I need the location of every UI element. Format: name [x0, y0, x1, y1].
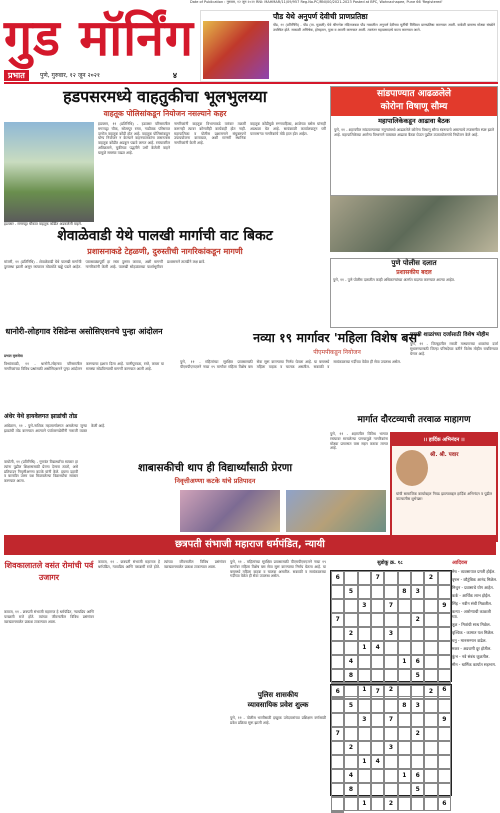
- sudoku-cell: [438, 585, 451, 599]
- horoscope-sidebar: [452, 560, 498, 794]
- students-photo: [180, 490, 280, 532]
- sudoku-cell: [438, 699, 451, 713]
- sudoku-cell: 2: [384, 683, 397, 697]
- sudoku-cell: 5: [344, 585, 357, 599]
- sudoku-cell: [398, 797, 411, 811]
- sudoku-cell: 1: [398, 769, 411, 783]
- sudoku-cell: [411, 797, 424, 811]
- sudoku-cell: [438, 783, 451, 797]
- goddess-photo: [203, 21, 269, 79]
- sudoku-cell: 6: [438, 797, 451, 811]
- horoscope-item: धनु - मानसन्मान वाढेल.: [452, 638, 487, 643]
- sudoku-cell: [344, 755, 357, 769]
- masthead: [4, 8, 194, 78]
- sudoku-cell: [331, 769, 344, 783]
- sudoku-cell: [358, 571, 371, 585]
- sudoku-cell: [438, 685, 451, 699]
- sudoku-cell: [438, 669, 451, 683]
- horoscope-item: सिंह - नवीन संधी मिळतील.: [452, 601, 493, 606]
- sudoku-cell: [371, 655, 384, 669]
- horoscope-item: तूळ - मित्रांची साथ मिळेल.: [452, 622, 491, 627]
- sudoku-cell: [398, 669, 411, 683]
- lead-col3: वाहतूक कोंडीमुळे रुग्णवाहिका, शाळेच्या बसेस यांनाही अडथळा येत आहे. सायंकाळी कार्यालयातून घरी परतणाऱ्या नागरिकांचे मोठे हाल होत आहेत.: [250, 122, 326, 136]
- sudoku-grid: [330, 570, 452, 693]
- sudoku-cell: [398, 613, 411, 627]
- sudoku-cell: [411, 571, 424, 585]
- top-story-body: पौड, ११ (प्रतिनिधि) - पौड (ता. मुळशी) येथे श्रीगणेश मंदिराजवळ पौड गावातील अनुपर्ण देवीच्या मूर्तीची विधिवत प्राणप्रतिष्ठा करण्यात आली. यावेळी ग्रामस्थ मोठ्या संख्येने उपस्थित होते. सकाळी अभिषेक, होमहवन, पूजा व आरती करण्यात आली. त्यानंतर महाप्रसादाचे वाटप करण्यात आले.: [273, 23, 495, 32]
- sudoku-cell: [411, 685, 424, 699]
- sudoku-cell: [384, 699, 397, 713]
- sudoku-cell: [438, 627, 451, 641]
- sudoku-cell: [371, 713, 384, 727]
- lead-photo: [4, 122, 94, 222]
- sudoku-cell: [384, 613, 397, 627]
- dhanori-body: विश्रांतवाडी, ११ - धानोरी-लोहगाव परिसरातील नागरिकांच्या विविध प्रश्नांसाठी असोसिएशनने पुन्हा आंदोलन करण्याचा इशारा दिला आहे. पाणीपुरवठा, रस्ते, कचरा या समस्या सोडविण्याची मागणी करण्यात आली आहे.: [4, 362, 164, 371]
- congrats-advert: [390, 432, 498, 542]
- palkhi-body: मांजरी, ११ (प्रतिनिधि) - शेवाळेवाडी येथे पालखी मार्गाची दुरवस्था झाली असून रस्त्यावर मोठमोठे खड्डे पडले आहेत. पावसाळ्यापूर्वी हा रस्ता दुरुस्त करावा, अशी मागणी नागरिकांनी केली आहे. पालखी सोहळ्याच्या पार्श्वभूमीवर प्रशासनाने तातडीने लक्ष द्यावे.: [4, 260, 206, 269]
- horoscope-item: वृषभ - कौटुंबिक आनंद मिळेल.: [452, 577, 498, 582]
- sudoku-cell: 3: [358, 599, 371, 613]
- police-recruit-headline: [230, 690, 326, 714]
- sudoku-cell: 2: [411, 613, 424, 627]
- bus-body: पुणे, ११ - महिलांच्या सुरक्षित प्रवासासाठी पीएमपीएमएलने नव्या १९ मार्गांवर महिला विशेष बस सेवा सुरू करण्याचा निर्णय घेतला आहे. या बसमध्ये महिला वाहक व चालक असतील. सकाळी व सायंकाळच्या गर्दीच्या वेळेत ही सेवा उपलब्ध असेल.: [180, 360, 402, 369]
- sudoku-cell: [331, 741, 344, 755]
- sudoku-cell: [358, 655, 371, 669]
- bus-subhead: पीएमपीकडून नियोजन: [313, 349, 361, 356]
- police-box-headline: पुणे पोलीस दलात: [391, 259, 437, 267]
- scholarship-subhead: निवृत्तीअण्णा कटके यांचे प्रतिपादन: [174, 477, 256, 485]
- sudoku-cell: [358, 727, 371, 741]
- sudoku-cell: 8: [398, 585, 411, 599]
- sudoku-cell: 6: [411, 769, 424, 783]
- sudoku-cell: [438, 655, 451, 669]
- sudoku-cell: [424, 755, 437, 769]
- sudoku-cell: [344, 599, 357, 613]
- sudoku-cell: 1: [358, 755, 371, 769]
- sudoku-cell: [424, 727, 437, 741]
- sudoku-cell: [384, 769, 397, 783]
- sudoku-cell: [438, 741, 451, 755]
- sudoku-cell: [398, 641, 411, 655]
- sudoku-cell: [424, 741, 437, 755]
- sudoku-cell: [358, 627, 371, 641]
- sudoku-cell: [398, 627, 411, 641]
- sudoku-cell: [371, 769, 384, 783]
- sudoku-cell: [424, 585, 437, 599]
- schools-body: पुणे, ११ - जिल्ह्यातील मराठी माध्यमाच्या शाळांचा दर्जा सुधारण्यासाठी जिल्हा परिषदेच्या वतीने विशेष मोहीम राबविण्यात येणार आहे.: [410, 342, 498, 356]
- sudoku-cell: [331, 755, 344, 769]
- shivkal-headline: शिवकालातले वसंत रोमांची पर्व उजागर: [4, 561, 94, 582]
- sudoku-cell: [384, 641, 397, 655]
- lead-photo-caption: हडपसर - मगरपट्टा चौकात वाहतूक कोंडीत अडकलेली वाहने.: [4, 222, 82, 226]
- police-box: [330, 258, 498, 328]
- sudoku-cell: 4: [344, 655, 357, 669]
- sudoku-cell: [411, 741, 424, 755]
- marathwada-body: पुणे, ११ - शहरातील विविध भागात रस्त्यावर साचलेल्या पाण्यामुळे नागरिकांना मोठ्या प्रमाणात त्रास सहन करावा लागत आहे.: [330, 432, 388, 451]
- sudoku-cell: 7: [384, 599, 397, 613]
- sudoku-cell: 9: [438, 713, 451, 727]
- sudoku-cell: [371, 727, 384, 741]
- sudoku-cell: [331, 713, 344, 727]
- sudoku-cell: [371, 783, 384, 797]
- shivkal-body-col2: कात्रज, ११ - छत्रपती संभाजी महाराज हे धर्मपंडित, न्यायप्रिय आणि पराक्रमी राजे होते. त्यांच्या जीवनातील विविध प्रसंगांवर व्याख्यानमालेत प्रकाश टाकण्यात आला.: [98, 560, 226, 569]
- sudoku-cell: [331, 783, 344, 797]
- police-recruit-body: पुणे, ११ - पोलीस भरतीसाठी इच्छुक उमेदवारांच्या प्रशिक्षण वर्गासाठी प्रवेश प्रक्रिया सुरू झाली आहे.: [230, 716, 326, 725]
- sudoku-cell: [384, 669, 397, 683]
- corona-box-sub: महापालिकेकडून आढावा बैठक: [378, 117, 450, 125]
- sudoku-cell: [438, 571, 451, 585]
- sudoku-cell: [384, 655, 397, 669]
- sudoku-cell: 5: [344, 699, 357, 713]
- sudoku-cell: [331, 655, 344, 669]
- advert-body: यांची सामाजिक कार्याबद्दल निवड झाल्याबद्दल हार्दिक अभिनंदन व पुढील वाटचालीस शुभेच्छा!: [396, 492, 492, 501]
- horoscope-item: कुंभ - नवे संबंध जुळतील.: [452, 654, 490, 659]
- sudoku-cell: [424, 769, 437, 783]
- advert-title: ।। हार्दिक अभिनंदन ।।: [392, 434, 496, 446]
- sudoku-cell: 2: [411, 727, 424, 741]
- corona-head-line1: सांडपाण्यात आढळलेले: [376, 89, 452, 99]
- sudoku-cell: [344, 727, 357, 741]
- scholarship-body: वाघोली, ११ (प्रतिनिधि) - गुणवंत विद्यार्थ्यांचा सत्कार हा त्यांना पुढील शिक्षणासाठी प्रेरणा देणारा ठरतो, असे प्रतिपादन निवृत्तीअण्णा कटके यांनी केले. इयत्ता दहावी व बारावीत उत्तम यश मिळवलेल्या विद्यार्थ्यांचा सत्कार करण्यात आला.: [4, 460, 78, 484]
- marathwada-headline: मार्गात दौरटव्याची तरवाळ माहागण: [357, 415, 471, 425]
- sudoku-cell: [424, 797, 437, 811]
- sudoku-cell: [331, 797, 344, 811]
- sudoku-cell: 5: [411, 669, 424, 683]
- masthead-divider: [4, 82, 498, 84]
- sudoku-cell: [358, 741, 371, 755]
- sudoku-cell: [358, 585, 371, 599]
- sudoku-cell: 8: [398, 699, 411, 713]
- horoscope-item: मीन - धार्मिक कार्यात सहभाग.: [452, 662, 497, 667]
- sudoku-cell: 4: [344, 769, 357, 783]
- police-box-body: पुणे, ११ - पुणे पोलीस दलातील काही अधिकाऱ्यांच्या अंतर्गत बदल्या करण्यात आल्या आहेत.: [333, 278, 455, 282]
- corona-box-head: [331, 87, 497, 116]
- sudoku-cell: 6: [331, 685, 344, 699]
- horoscope-item: कन्या - आरोग्याची काळजी घ्या.: [452, 609, 491, 619]
- sudoku-cell: [398, 727, 411, 741]
- sudoku-cell: 7: [331, 613, 344, 627]
- sudoku-cell: 7: [371, 685, 384, 699]
- sudoku-cell: [398, 599, 411, 613]
- horoscope-item: मेष - व्यवसायात प्रगती होईल.: [452, 569, 496, 574]
- bus-body-cont: पुणे, ११ - महिलांच्या सुरक्षित प्रवासासाठी पीएमपीएमएलने नव्या १९ मार्गांवर महिला विशेष बस सेवा सुरू करण्याचा निर्णय घेतला आहे. या बसमध्ये महिला वाहक व चालक असतील. सकाळी व सायंकाळच्या गर्दीच्या वेळेत ही सेवा उपलब्ध असेल.: [230, 560, 326, 579]
- palkhi-subhead: प्रशासनाकडे टेहळणी, दुरुस्तीची नागरिकांकडून मागणी: [87, 247, 243, 256]
- sudoku-cell: [398, 755, 411, 769]
- sudoku-cell: [344, 685, 357, 699]
- sudoku-cell: [424, 627, 437, 641]
- sudoku-cell: [424, 699, 437, 713]
- sudoku-cell: 2: [384, 797, 397, 811]
- sudoku-cell: [398, 571, 411, 585]
- advert-name: श्री. श्री. पवार: [430, 452, 459, 458]
- sudoku-cell: [398, 783, 411, 797]
- sudoku-cell: 3: [384, 627, 397, 641]
- crowd-photo: [330, 196, 498, 252]
- publication-meta: Date of Publication : गुरुवार, १२ जून २०२१ RNI: MAHMAR/11/09/957 Reg.No.PC/RNI/00/2021-2023 Posted at BPC, Wohnachapee, Pune 66 'Registered': [190, 0, 443, 4]
- sudoku-cell: [371, 585, 384, 599]
- sudoku-cell: 4: [371, 641, 384, 655]
- corona-box: [330, 86, 498, 196]
- sudoku-cell: [424, 641, 437, 655]
- sudoku-cell: [331, 599, 344, 613]
- sudoku-cell: [331, 641, 344, 655]
- sudoku: [330, 560, 450, 693]
- sudoku-cell: 1: [398, 655, 411, 669]
- police-box-sub: प्रशासकीय बदल: [396, 269, 432, 276]
- sambhaji-headline: छत्रपती संभाजी महाराज धर्मपंडित, न्यायी: [4, 535, 496, 555]
- horoscope-item: मिथुन - प्रवासाचे योग आहेत.: [452, 585, 494, 590]
- police-recruit-line1: पुलिस शासकीय: [257, 691, 299, 699]
- horoscope-item: मकर - अडचणी दूर होतील.: [452, 646, 492, 651]
- sudoku-cell: [438, 727, 451, 741]
- sudoku-cell: 1: [358, 683, 371, 697]
- sudoku-cell: [424, 655, 437, 669]
- sudoku-cell: [438, 641, 451, 655]
- shivkal-body-col1: कात्रज, ११ - छत्रपती संभाजी महाराज हे धर्मपंडित, न्यायप्रिय आणि पराक्रमी राजे होते. त्यांच्या जीवनातील विविध प्रसंगांवर व्याख्यानमालेत प्रकाश टाकण्यात आला.: [4, 610, 94, 624]
- sudoku-cell: [411, 713, 424, 727]
- lead-col1: हडपसर, ११ (प्रतिनिधि) - हडपसर परिसरातील मगरपट्टा चौक, सोलापूर रस्ता, गाडीतळ परिसरात दररोज वाहतूक कोंडी होत आहे. वाहतूक पोलिसांकडून योग्य नियोजन न केल्याने वाहनचालकांना तासनतास वाहतूक कोंडीत अडकून पडावे लागत आहे. रस्त्यावरील अतिक्रमणे, चुकीच्या पद्धतीने उभी केलेली वाहने यामुळे समस्या वाढत आहे.: [98, 122, 170, 155]
- tree-headline: अंधेर येथे हायवेलगत झाडांची तोड: [4, 413, 78, 420]
- sudoku-cell: 2: [424, 571, 437, 585]
- dateline: पुणे, गुरुवार, १२ जून २०२१: [40, 72, 101, 79]
- sudoku-cell: [358, 613, 371, 627]
- sudoku-cell: [371, 741, 384, 755]
- sudoku-cell: [358, 783, 371, 797]
- sudoku-cell: [398, 685, 411, 699]
- people-photo: [286, 490, 386, 532]
- sudoku-cell: [371, 627, 384, 641]
- sudoku-cell: [371, 599, 384, 613]
- sudoku-cell: 8: [344, 783, 357, 797]
- tree-body: आंबेठाण, ११ - पुणे-नाशिक महामार्गालगत असलेल्या जुन्या झाडांची तोड करण्यात आल्याने पर्यावरणप्रेमींनी नाराजी व्यक्त केली आहे.: [4, 424, 106, 433]
- sudoku-solution-grid: [330, 684, 452, 807]
- sudoku-cell: 3: [384, 741, 397, 755]
- sudoku-cell: [384, 755, 397, 769]
- sudoku-cell: [331, 669, 344, 683]
- horoscope-list: [452, 569, 498, 667]
- sudoku-cell: [438, 769, 451, 783]
- lead-subhead: वाहतूक पोलिसांकडून नियोजन नसल्याने कहर: [103, 109, 227, 118]
- dhanori-tag: प्रभात वृत्तसेवा: [4, 354, 23, 358]
- sudoku-cell: [331, 627, 344, 641]
- horoscope-item: वृश्चिक - कामात यश मिळेल.: [452, 630, 495, 635]
- sudoku-cell: 9: [438, 599, 451, 613]
- sudoku-cell: [424, 669, 437, 683]
- dhanori-headline: धानोरी-लोहगाव रेसिडेन्स असोसिएशनचे पुन्हा आंदोलन: [5, 327, 163, 336]
- palkhi-headline: शेवाळेवाडी येथे पालखी मार्गाची वाट बिकट: [57, 228, 273, 244]
- sudoku-cell: [371, 613, 384, 627]
- sudoku-cell: [344, 613, 357, 627]
- sudoku-cell: 1: [358, 641, 371, 655]
- sudoku-cell: [358, 769, 371, 783]
- sudoku-cell: 8: [344, 669, 357, 683]
- sudoku-cell: [384, 585, 397, 599]
- lead-col2: नागरिकांनी वाहतूक विभागाकडे वारंवार तक्रारी करूनही त्यावर कोणतीही कार्यवाही होत नाही. महापालिका व पोलीस प्रशासनाने संयुक्तपणे उपाययोजना कराव्यात, अशी मागणी स्थानिक नागरिकांनी केली आहे.: [174, 122, 246, 146]
- sudoku-cell: [344, 797, 357, 811]
- masthead-logo: गुड मॉर्निंग: [4, 8, 195, 67]
- sudoku-cell: 2: [424, 685, 437, 699]
- sudoku-cell: 5: [411, 783, 424, 797]
- sudoku-cell: [384, 685, 397, 699]
- sudoku-cell: 2: [344, 741, 357, 755]
- sudoku-cell: [424, 613, 437, 627]
- sudoku-cell: 1: [358, 797, 371, 811]
- sudoku-cell: [331, 699, 344, 713]
- top-story: [200, 10, 498, 82]
- sudoku-cell: [411, 627, 424, 641]
- sudoku-cell: 3: [358, 713, 371, 727]
- sudoku-cell: 4: [371, 755, 384, 769]
- horoscope-title: आदिवस: [452, 560, 468, 566]
- sudoku-cell: [344, 641, 357, 655]
- top-story-headline: पौड येथे अनुपर्ण देवीची प्राणप्रतिष्ठा: [273, 12, 368, 21]
- sudoku-cell: 6: [438, 683, 451, 697]
- schools-headline: मराठी शाळांच्या दर्जासाठी विशेष मोहीम: [410, 332, 489, 338]
- sudoku-cell: 7: [384, 713, 397, 727]
- sudoku-cell: [358, 685, 371, 699]
- sudoku-cell: 2: [344, 627, 357, 641]
- corona-head-line2: कोरोना विषाणू सौम्य: [380, 102, 448, 112]
- sudoku-cell: [398, 741, 411, 755]
- brand-label: प्रभात: [4, 70, 29, 81]
- advert-portrait: [396, 450, 428, 486]
- sudoku-cell: [424, 783, 437, 797]
- sudoku-label: सुडोकू क्र. १८: [377, 560, 403, 566]
- sudoku-cell: [411, 599, 424, 613]
- sudoku-cell: [398, 713, 411, 727]
- sudoku-cell: 6: [331, 571, 344, 585]
- sudoku-cell: [384, 571, 397, 585]
- sudoku-cell: [358, 699, 371, 713]
- sudoku-cell: 7: [331, 727, 344, 741]
- sudoku-cell: [358, 669, 371, 683]
- sudoku-cell: [438, 755, 451, 769]
- sudoku-cell: [424, 599, 437, 613]
- sudoku-cell: [371, 797, 384, 811]
- lead-headline: हडपसरमध्ये वाहतुकीचा भूलभुलय्या: [63, 87, 267, 106]
- sudoku-cell: [344, 571, 357, 585]
- sudoku-cell: [331, 585, 344, 599]
- scholarship-headline: शाबासकीची थाप ही विद्यार्थ्यांसाठी प्रेरणा: [137, 462, 293, 474]
- bus-headline: नव्या १९ मार्गावर 'महिला विशेष बस': [253, 330, 421, 345]
- sudoku-cell: [384, 783, 397, 797]
- sudoku-cell: [371, 669, 384, 683]
- page-number: ४: [172, 71, 178, 80]
- corona-box-body: पुणे, ११ - शहरातील सांडपाण्याच्या नमुन्यांमध्ये आढळलेले कोरोना विषाणू सौम्य स्वरूपाचे असल्याचे तपासणीत स्पष्ट झाले आहे. महापालिकेच्या आरोग्य विभागाने याबाबत आढावा बैठक घेऊन पुढील उपाययोजनांचे नियोजन केले आहे.: [334, 128, 494, 137]
- sudoku-cell: 3: [411, 699, 424, 713]
- sudoku-cell: [411, 755, 424, 769]
- horoscope-item: कर्क - आर्थिक लाभ होईल.: [452, 593, 492, 598]
- sudoku-cell: [411, 641, 424, 655]
- sudoku-cell: 7: [371, 571, 384, 585]
- sudoku-cell: [438, 613, 451, 627]
- sudoku-cell: [384, 727, 397, 741]
- sudoku-cell: 6: [411, 655, 424, 669]
- sudoku-cell: [424, 713, 437, 727]
- sudoku-solution: [330, 684, 450, 807]
- sudoku-cell: 3: [411, 585, 424, 599]
- sudoku-cell: [344, 713, 357, 727]
- sudoku-cell: [371, 699, 384, 713]
- police-recruit-line2: व्यावसायिक प्रवेश शुल्क: [247, 701, 309, 709]
